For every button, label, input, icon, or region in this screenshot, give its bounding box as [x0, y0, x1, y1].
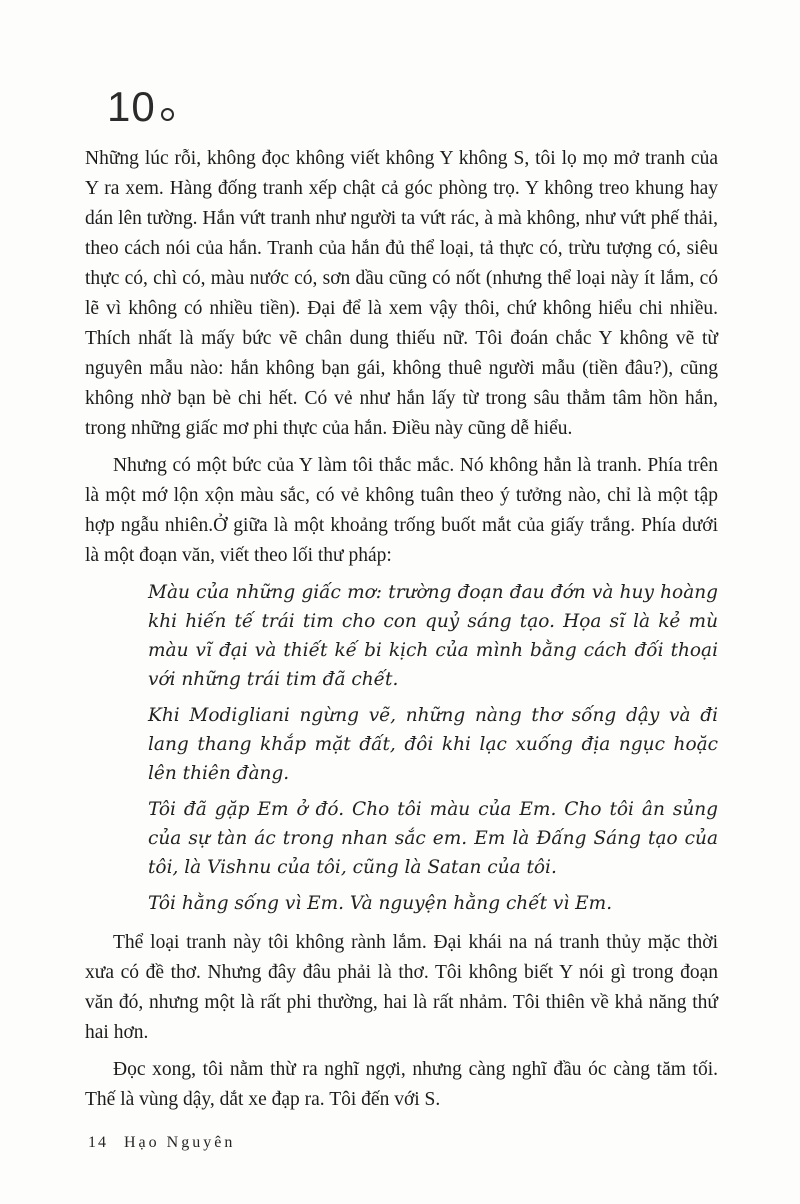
- author-name: Hạo Nguyên: [124, 1134, 236, 1151]
- calligraphy-quote-block: [148, 578, 718, 918]
- paragraph-3: Thể loại tranh này tôi không rành lắm. Đại khái na ná tranh thủy mặc thời xưa có đề thơ. Nhưng đây đâu phải là thơ. Tôi không biết Y nói gì trong đoạn văn đó, nhưng một là rất phi thường, hai là rất nhảm. Tôi thiên về khả năng thứ hai hơn.: [85, 932, 718, 1043]
- paragraph-4: Đọc xong, tôi nằm thừ ra nghĩ ngợi, nhưng càng nghĩ đầu óc càng tăm tối. Thế là vùng dậy, dắt xe đạp ra. Tôi đến với S.: [85, 1059, 718, 1110]
- chapter-number: [107, 83, 718, 130]
- page-content: [85, 83, 718, 1122]
- chapter-number-text: 10: [107, 83, 156, 130]
- quote-paragraph-4: Tôi hằng sống vì Em. Và nguyện hằng chết vì Em.: [148, 893, 613, 914]
- chapter-period-ring-icon: [161, 108, 174, 121]
- quote-paragraph-1: Màu của những giấc mơ: trường đoạn đau đớn và huy hoàng khi hiến tế trái tim cho con quỷ sáng tạo. Họa sĩ là kẻ mù màu vĩ đại và thiết kế bi kịch của mình bằng cách đối thoại với những trái tim đã chết.: [148, 582, 718, 690]
- quote-paragraph-2: Khi Modigliani ngừng vẽ, những nàng thơ sống dậy và đi lang thang khắp mặt đất, đôi khi lạc xuống địa ngục hoặc lên thiên đàng.: [148, 705, 718, 784]
- paragraph-1: Những lúc rỗi, không đọc không viết không Y không S, tôi lọ mọ mở tranh của Y ra xem. Hàng đống tranh xếp chật cả góc phòng trọ. Y không treo khung hay dán lên tường. Hắn vứt tranh như người ta vứt rác, à mà không, như vứt phế thải, theo cách nói của hắn. Tranh của hắn đủ thể loại, tả thực có, trừu tượng có, siêu thực có, chì có, màu nước có, sơn dầu cũng có nốt (nhưng thể loại này ít lắm, có lẽ vì không có nhiều tiền). Đại để là xem vậy thôi, chứ không hiểu chi nhiều. Thích nhất là mấy bức vẽ chân dung thiếu nữ. Tôi đoán chắc Y không vẽ từ nguyên mẫu nào: hắn không bạn gái, không thuê người mẫu (tiền đâu?), cũng không nhờ bạn bè chi hết. Có vẻ như hắn lấy từ trong sâu thẳm tâm hồn hắn, trong những giấc mơ phi thực của hắn. Điều này cũng dễ hiểu.: [85, 148, 718, 439]
- page-number: 14: [88, 1134, 108, 1151]
- page-footer: [88, 1134, 235, 1152]
- paragraph-2: Nhưng có một bức của Y làm tôi thắc mắc. Nó không hẳn là tranh. Phía trên là một mớ lộn xộn màu sắc, có vẻ không tuân theo ý tưởng nào, chỉ là một tập hợp ngẫu nhiên.Ở giữa là một khoảng trống buốt mắt của giấy trắng. Phía dưới là một đoạn văn, viết theo lối thư pháp:: [85, 455, 718, 566]
- quote-paragraph-3: Tôi đã gặp Em ở đó. Cho tôi màu của Em. Cho tôi ân sủng của sự tàn ác trong nhan sắc em. Em là Đấng Sáng tạo của tôi, là Vishnu của tôi, cũng là Satan của tôi.: [148, 799, 718, 878]
